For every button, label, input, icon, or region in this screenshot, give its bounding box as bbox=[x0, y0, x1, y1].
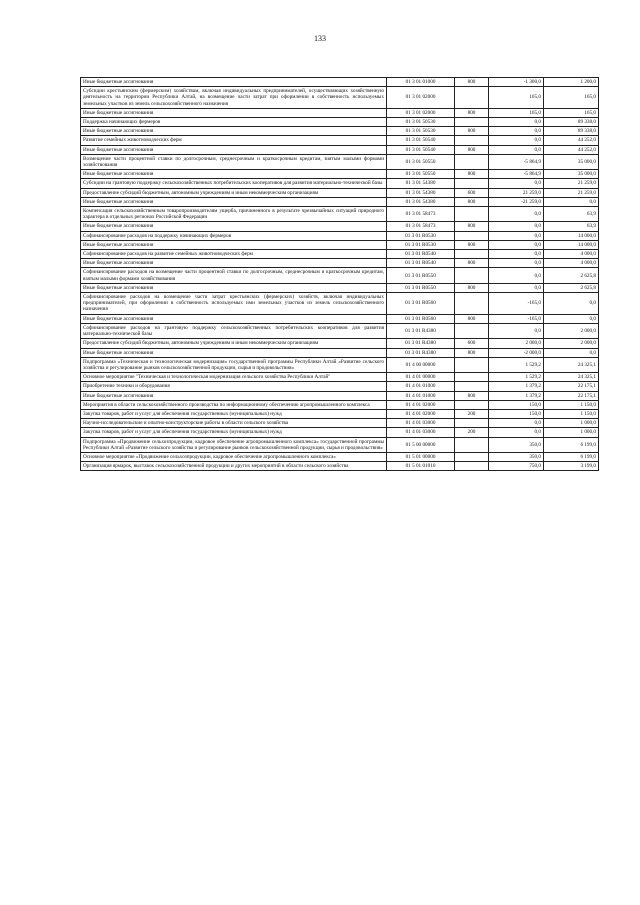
table-row bbox=[81, 283, 599, 292]
table-row bbox=[81, 170, 599, 179]
row-name: Иные бюджетные ассигнования bbox=[81, 108, 387, 117]
row-name: Иные бюджетные ассигнования bbox=[81, 240, 387, 249]
row-expense-type bbox=[455, 118, 489, 127]
table-row bbox=[81, 145, 599, 154]
row-expense-type bbox=[455, 357, 489, 372]
row-code: 01 4 01 03000 bbox=[387, 419, 455, 428]
row-expense-type bbox=[455, 136, 489, 145]
table-row bbox=[81, 87, 599, 109]
row-expense-type bbox=[455, 419, 489, 428]
row-code: 01 3 01 50540 bbox=[387, 136, 455, 145]
row-change-amount: 165,0 bbox=[489, 108, 544, 117]
row-name: Предоставление субсидий бюджетным, автономным учреждениям и иным некоммерческим организациям bbox=[81, 188, 387, 197]
row-total-amount: 24 325,1 bbox=[544, 357, 599, 372]
row-total-amount: 6 199,0 bbox=[544, 437, 599, 452]
row-change-amount: 0,0 bbox=[489, 240, 544, 249]
row-total-amount: 1 200,0 bbox=[544, 78, 599, 87]
row-total-amount: 21 259,0 bbox=[544, 188, 599, 197]
row-code: 01 3 01 50530 bbox=[387, 118, 455, 127]
row-code: 01 3 01 R4380 bbox=[387, 348, 455, 357]
row-expense-type bbox=[455, 400, 489, 409]
row-code: 01 4 00 00000 bbox=[387, 357, 455, 372]
row-code: 01 5 00 00000 bbox=[387, 437, 455, 452]
row-code: 01 3 01 54380 bbox=[387, 188, 455, 197]
row-total-amount: 2 625,8 bbox=[544, 268, 599, 283]
table-row bbox=[81, 391, 599, 400]
row-expense-type bbox=[455, 382, 489, 391]
row-total-amount: 14 000,0 bbox=[544, 231, 599, 240]
table-row bbox=[81, 339, 599, 348]
row-expense-type: 800 bbox=[455, 348, 489, 357]
row-total-amount: 21 259,0 bbox=[544, 179, 599, 188]
row-name: Закупка товаров, работ и услуг для обеспечения государственных (муниципальных) нужд bbox=[81, 409, 387, 418]
row-total-amount: 89 338,0 bbox=[544, 118, 599, 127]
row-name: Софинансирование расходов на возмещение части процентной ставки по долгосрочным, среднесрочным и краткосрочным кредитам, взятым малыми формами хозяйствования bbox=[81, 268, 387, 283]
row-change-amount: -165,0 bbox=[489, 293, 544, 315]
row-total-amount: 2 625,8 bbox=[544, 283, 599, 292]
row-name: Подпрограмма «Продвижение сельхозпродукции, кадровое обеспечение агропромышленного комплекса» государственной программы Республики Алтай «Развитие сельского хозяйства и регулирование рынков сельскохозяйственной продукции, сырья и продовольствия» bbox=[81, 437, 387, 452]
row-change-amount: 0,0 bbox=[489, 250, 544, 259]
row-name: Иные бюджетные ассигнования bbox=[81, 197, 387, 206]
row-total-amount: 63,9 bbox=[544, 207, 599, 222]
row-expense-type bbox=[455, 250, 489, 259]
row-name: Основное мероприятие "Техническая и технологическая модернизация сельского хозяйства Республики Алтай" bbox=[81, 373, 387, 382]
row-total-amount: 1 000,0 bbox=[544, 419, 599, 428]
row-code: 01 3 01 R0560 bbox=[387, 314, 455, 323]
row-code: 01 3 01 R4380 bbox=[387, 339, 455, 348]
row-expense-type bbox=[455, 373, 489, 382]
row-expense-type: 800 bbox=[455, 78, 489, 87]
row-name: Организация ярмарок, выставок сельскохозяйственной продукции и других мероприятий в области сельского хозяйства bbox=[81, 462, 387, 471]
row-change-amount: 1 379,2 bbox=[489, 391, 544, 400]
row-expense-type bbox=[455, 452, 489, 461]
row-expense-type bbox=[455, 87, 489, 109]
row-expense-type: 800 bbox=[455, 108, 489, 117]
table-row bbox=[81, 118, 599, 127]
row-change-amount: -1 300,0 bbox=[489, 78, 544, 87]
row-expense-type: 800 bbox=[455, 127, 489, 136]
row-code: 01 3 01 02000 bbox=[387, 87, 455, 109]
row-name: Иные бюджетные ассигнования bbox=[81, 127, 387, 136]
row-change-amount: 0,0 bbox=[489, 145, 544, 154]
row-code: 01 3 01 54380 bbox=[387, 197, 455, 206]
row-total-amount: 2 000,0 bbox=[544, 339, 599, 348]
row-change-amount: 0,0 bbox=[489, 323, 544, 338]
row-change-amount: 0,0 bbox=[489, 207, 544, 222]
row-change-amount: 750,0 bbox=[489, 462, 544, 471]
row-total-amount: 1 150,0 bbox=[544, 409, 599, 418]
row-change-amount: 0,0 bbox=[489, 283, 544, 292]
row-code: 01 3 01 50530 bbox=[387, 127, 455, 136]
row-expense-type bbox=[455, 268, 489, 283]
row-name: Иные бюджетные ассигнования bbox=[81, 145, 387, 154]
row-total-amount: 89 338,0 bbox=[544, 127, 599, 136]
row-expense-type bbox=[455, 179, 489, 188]
row-change-amount: 0,0 bbox=[489, 268, 544, 283]
table-row bbox=[81, 108, 599, 117]
table-row bbox=[81, 179, 599, 188]
row-total-amount: 0,0 bbox=[544, 293, 599, 315]
table-row bbox=[81, 400, 599, 409]
row-code: 01 3 01 R0530 bbox=[387, 240, 455, 249]
row-expense-type: 600 bbox=[455, 339, 489, 348]
row-total-amount: 6 199,0 bbox=[544, 452, 599, 461]
row-change-amount: -5 864,9 bbox=[489, 170, 544, 179]
table-row bbox=[81, 348, 599, 357]
table-row bbox=[81, 197, 599, 206]
row-code: 01 4 01 02000 bbox=[387, 400, 455, 409]
row-name: Софинансирование расходов на поддержку начинающих фермеров bbox=[81, 231, 387, 240]
row-total-amount: 1 150,0 bbox=[544, 400, 599, 409]
row-name: Поддержка начинающих фермеров bbox=[81, 118, 387, 127]
row-change-amount: 0,0 bbox=[489, 259, 544, 268]
row-change-amount: 165,0 bbox=[489, 87, 544, 109]
row-name: Предоставление субсидий бюджетным, автономным учреждениям и иным некоммерческим организациям bbox=[81, 339, 387, 348]
row-expense-type bbox=[455, 293, 489, 315]
row-name: Научно-исследовательские и опытно-конструкторские работы в области сельского хозяйства bbox=[81, 419, 387, 428]
row-name: Закупка товаров, работ и услуг для обеспечения государственных (муниципальных) нужд bbox=[81, 428, 387, 437]
row-change-amount: 0,0 bbox=[489, 428, 544, 437]
table-row bbox=[81, 462, 599, 471]
row-change-amount: 150,0 bbox=[489, 409, 544, 418]
row-expense-type bbox=[455, 154, 489, 169]
row-name: Иные бюджетные ассигнования bbox=[81, 222, 387, 231]
row-code: 01 5 01 00000 bbox=[387, 452, 455, 461]
row-code: 01 3 01 50550 bbox=[387, 170, 455, 179]
row-total-amount: 35 000,0 bbox=[544, 170, 599, 179]
row-total-amount: 44 252,0 bbox=[544, 145, 599, 154]
row-code: 01 3 01 58473 bbox=[387, 222, 455, 231]
row-name: Развитие семейных животноводческих ферм bbox=[81, 136, 387, 145]
table-row bbox=[81, 373, 599, 382]
table-row bbox=[81, 428, 599, 437]
table-row bbox=[81, 222, 599, 231]
budget-table-body bbox=[81, 78, 599, 471]
table-row bbox=[81, 78, 599, 87]
table-row bbox=[81, 314, 599, 323]
row-total-amount: 165,0 bbox=[544, 108, 599, 117]
row-total-amount: 1 000,0 bbox=[544, 428, 599, 437]
row-code: 01 3 01 50550 bbox=[387, 154, 455, 169]
row-code: 01 3 01 R0550 bbox=[387, 268, 455, 283]
row-total-amount: 63,9 bbox=[544, 222, 599, 231]
row-total-amount: 165,0 bbox=[544, 87, 599, 109]
row-expense-type: 200 bbox=[455, 428, 489, 437]
row-change-amount: 1 379,2 bbox=[489, 382, 544, 391]
row-change-amount: 350,0 bbox=[489, 452, 544, 461]
row-code: 01 4 01 00000 bbox=[387, 373, 455, 382]
table-row bbox=[81, 231, 599, 240]
row-expense-type: 600 bbox=[455, 188, 489, 197]
row-code: 01 4 01 01000 bbox=[387, 391, 455, 400]
row-total-amount: 0,0 bbox=[544, 348, 599, 357]
row-expense-type bbox=[455, 207, 489, 222]
row-name: Субсидии на грантовую поддержку сельскохозяйственных потребительских кооперативов для развития материально-технической базы bbox=[81, 179, 387, 188]
table-row bbox=[81, 357, 599, 372]
row-name: Иные бюджетные ассигнования bbox=[81, 314, 387, 323]
table-row bbox=[81, 268, 599, 283]
row-code: 01 3 01 R4380 bbox=[387, 323, 455, 338]
row-code: 01 4 01 01000 bbox=[387, 382, 455, 391]
row-change-amount: 1 529,2 bbox=[489, 357, 544, 372]
row-change-amount: 0,0 bbox=[489, 179, 544, 188]
row-code: 01 4 01 02000 bbox=[387, 409, 455, 418]
row-change-amount: 350,0 bbox=[489, 437, 544, 452]
row-name: Субсидии крестьянским (фермерским) хозяйствам, включая индивидуальных предпринимателей, осуществляющих хозяйственную деятельность на территории Республики Алтай, на возмещение части затрат при оформлении в собственность используемых земельных участков из земель сельскохозяйственного назначения bbox=[81, 87, 387, 109]
row-code: 01 3 01 R0540 bbox=[387, 250, 455, 259]
row-name: Иные бюджетные ассигнования bbox=[81, 170, 387, 179]
row-code: 01 5 01 01010 bbox=[387, 462, 455, 471]
row-change-amount: -165,0 bbox=[489, 314, 544, 323]
row-name: Мероприятия в области сельскохозяйственного производства по информационному обеспечению агропромышленного комплекса bbox=[81, 400, 387, 409]
row-total-amount: 0,0 bbox=[544, 197, 599, 206]
row-expense-type: 800 bbox=[455, 145, 489, 154]
table-row bbox=[81, 293, 599, 315]
row-code: 01 3 01 50540 bbox=[387, 145, 455, 154]
row-code: 01 3 01 R0530 bbox=[387, 231, 455, 240]
row-expense-type: 800 bbox=[455, 240, 489, 249]
row-expense-type: 800 bbox=[455, 170, 489, 179]
row-change-amount: 21 259,0 bbox=[489, 188, 544, 197]
row-name: Софинансирование расходов на возмещение части затрат крестьянских (фермерских) хозяйств, включая индивидуальных предпринимателей, при оформлении в собственность используемых ими земельных участков из земель сельскохозяйственного назначения bbox=[81, 293, 387, 315]
row-code: 01 3 01 58473 bbox=[387, 207, 455, 222]
row-code: 01 3 01 01000 bbox=[387, 78, 455, 87]
row-name: Иные бюджетные ассигнования bbox=[81, 283, 387, 292]
row-change-amount: -5 864,9 bbox=[489, 154, 544, 169]
table-row bbox=[81, 452, 599, 461]
table-row bbox=[81, 409, 599, 418]
table-row bbox=[81, 240, 599, 249]
row-change-amount: 150,0 bbox=[489, 400, 544, 409]
row-total-amount: 14 000,0 bbox=[544, 240, 599, 249]
row-expense-type: 200 bbox=[455, 409, 489, 418]
row-code: 01 3 01 02000 bbox=[387, 108, 455, 117]
row-total-amount: 22 175,1 bbox=[544, 391, 599, 400]
row-expense-type: 800 bbox=[455, 259, 489, 268]
row-name: Иные бюджетные ассигнования bbox=[81, 78, 387, 87]
row-expense-type: 800 bbox=[455, 314, 489, 323]
row-name: Иные бюджетные ассигнования bbox=[81, 391, 387, 400]
row-change-amount: 0,0 bbox=[489, 136, 544, 145]
row-expense-type: 800 bbox=[455, 222, 489, 231]
row-change-amount: -2 000,0 bbox=[489, 348, 544, 357]
row-code: 01 4 01 03000 bbox=[387, 428, 455, 437]
row-name: Основное мероприятие «Продвижение сельхозпродукции, кадровое обеспечение агропромышленного комплекса» bbox=[81, 452, 387, 461]
row-name: Компенсация сельскохозяйственным товаропроизводителям ущерба, причиненного в результате чрезвычайных ситуаций природного характера в отдельных регионах Российской Федерации bbox=[81, 207, 387, 222]
row-expense-type bbox=[455, 231, 489, 240]
row-name: Возмещение части процентной ставки по долгосрочным, среднесрочным и краткосрочным кредитам, взятым малыми формами хозяйствования bbox=[81, 154, 387, 169]
page-number: 133 bbox=[314, 34, 326, 43]
row-change-amount: 0,0 bbox=[489, 231, 544, 240]
row-code: 01 3 01 R0550 bbox=[387, 283, 455, 292]
row-change-amount: 0,0 bbox=[489, 419, 544, 428]
table-row bbox=[81, 382, 599, 391]
row-name: Подпрограмма «Техническая и технологическая модернизация» государственной программы Республики Алтай «Развитие сельского хозяйства и регулирование рынков сельскохозяйственной продукции, сырья и продовольствия» bbox=[81, 357, 387, 372]
row-total-amount: 4 000,0 bbox=[544, 259, 599, 268]
row-code: 01 3 01 R0560 bbox=[387, 293, 455, 315]
row-change-amount: 2 000,0 bbox=[489, 339, 544, 348]
row-expense-type bbox=[455, 462, 489, 471]
row-total-amount: 24 325,1 bbox=[544, 373, 599, 382]
row-expense-type: 800 bbox=[455, 391, 489, 400]
table-row bbox=[81, 250, 599, 259]
budget-table bbox=[80, 77, 599, 471]
row-name: Софинансирование расходов на развитие семейных животноводческих ферм bbox=[81, 250, 387, 259]
table-row bbox=[81, 154, 599, 169]
row-total-amount: 0,0 bbox=[544, 314, 599, 323]
table-row bbox=[81, 323, 599, 338]
row-total-amount: 2 000,0 bbox=[544, 323, 599, 338]
row-expense-type bbox=[455, 437, 489, 452]
row-code: 01 3 01 54380 bbox=[387, 179, 455, 188]
table-row bbox=[81, 136, 599, 145]
row-code: 01 3 01 R0540 bbox=[387, 259, 455, 268]
table-row bbox=[81, 127, 599, 136]
row-name: Иные бюджетные ассигнования bbox=[81, 259, 387, 268]
row-change-amount: 0,0 bbox=[489, 118, 544, 127]
row-total-amount: 4 000,0 bbox=[544, 250, 599, 259]
row-change-amount: 0,0 bbox=[489, 222, 544, 231]
row-change-amount: -21 259,0 bbox=[489, 197, 544, 206]
table-row bbox=[81, 419, 599, 428]
row-name: Приобретение техники и оборудования bbox=[81, 382, 387, 391]
row-total-amount: 44 252,0 bbox=[544, 136, 599, 145]
row-name: Софинансирование расходов на грантовую поддержку сельскохозяйственных потребительских кооперативов для развития материально-технической базы bbox=[81, 323, 387, 338]
table-row bbox=[81, 207, 599, 222]
table-row bbox=[81, 259, 599, 268]
row-expense-type: 800 bbox=[455, 283, 489, 292]
row-total-amount: 35 000,0 bbox=[544, 154, 599, 169]
row-total-amount: 3 199,0 bbox=[544, 462, 599, 471]
row-change-amount: 0,0 bbox=[489, 127, 544, 136]
row-name: Иные бюджетные ассигнования bbox=[81, 348, 387, 357]
row-change-amount: 1 529,2 bbox=[489, 373, 544, 382]
table-row bbox=[81, 437, 599, 452]
table-row bbox=[81, 188, 599, 197]
row-expense-type: 800 bbox=[455, 197, 489, 206]
row-expense-type bbox=[455, 323, 489, 338]
row-total-amount: 22 175,1 bbox=[544, 382, 599, 391]
